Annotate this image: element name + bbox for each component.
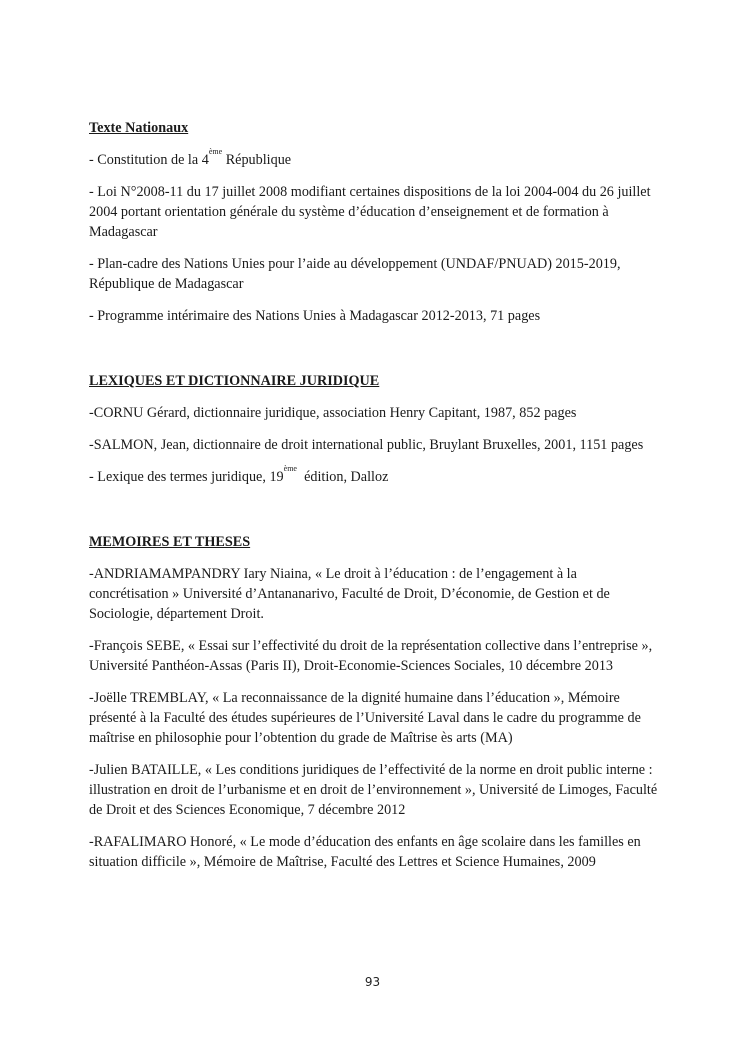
reference-text: - Constitution de la 4 xyxy=(89,152,209,168)
reference-tremblay: -Joëlle TREMBLAY, « La reconnaissance de la dignité humaine dans l’éducation », Mémoire présenté à la Faculté des études supérieures de l’Université Laval dans le cadre du programme de maîtrise en philosophie pour l’obtention du grade de Maîtrise ès arts (MA) xyxy=(89,690,641,746)
section-heading-lexiques: LEXIQUES ET DICTIONNAIRE JURIDIQUE xyxy=(89,373,380,389)
reference-cornu: -CORNU Gérard, dictionnaire juridique, association Henry Capitant, 1987, 852 pages xyxy=(89,405,577,421)
reference-text: République xyxy=(222,152,292,168)
reference-sebe: -François SEBE, « Essai sur l’effectivité du droit de la représentation collective dans l’entreprise », Université Panthéon-Assas (Paris II), Droit-Economie-Sciences Sociales, 10 décembre 2013 xyxy=(89,638,653,674)
reference-rafalimaro: -RAFALIMARO Honoré, « Le mode d’éducation des enfants en âge scolaire dans les familles en situation difficile », Mémoire de Maîtrise, Faculté des Lettres et Science Humaines, 2009 xyxy=(89,834,641,870)
reference-text: - Lexique des termes juridique, 19 xyxy=(89,469,284,485)
section-heading-memoires: MEMOIRES ET THESES xyxy=(89,534,251,550)
reference-lexique xyxy=(89,464,659,487)
reference-bataille: -Julien BATAILLE, « Les conditions juridiques de l’effectivité de la norme en droit public interne : illustration en droit de l’urbanisme et en droit de l’environnement », Université de Limoges, Faculté de Droit et des Sciences Economique, 7 décembre 2012 xyxy=(89,762,658,818)
reference-undaf: - Plan-cadre des Nations Unies pour l’aide au développement (UNDAF/PNUAD) 2015-2019, République de Madagascar xyxy=(89,256,621,292)
reference-text: édition, Dalloz xyxy=(296,469,389,485)
section-spacer xyxy=(89,499,659,532)
section-spacer xyxy=(89,338,659,371)
reference-andriamampandry: -ANDRIAMAMPANDRY Iary Niaina, « Le droit à l’éducation : de l’engagement à la concrétisation » Université d’Antananarivo, Faculté de Droit, D’économie, de Gestion et de Sociologie, département Droit. xyxy=(89,566,610,622)
section-heading-texte-nationaux: Texte Nationaux xyxy=(89,120,189,136)
page-number: 93 xyxy=(364,975,381,989)
document-page xyxy=(89,118,659,884)
reference-loi: - Loi N°2008-11 du 17 juillet 2008 modifiant certaines dispositions de la loi 2004-004 du 26 juillet 2004 portant orientation générale du système d’éducation d’enseignement et de formation à Madagascar xyxy=(89,184,651,240)
superscript: ème xyxy=(283,464,297,473)
reference-salmon: -SALMON, Jean, dictionnaire de droit international public, Bruylant Bruxelles, 2001, 1151 pages xyxy=(89,437,644,453)
superscript: ème xyxy=(208,147,223,156)
reference-programme: - Programme intérimaire des Nations Unies à Madagascar 2012-2013, 71 pages xyxy=(89,308,541,324)
reference-constitution xyxy=(89,147,659,170)
